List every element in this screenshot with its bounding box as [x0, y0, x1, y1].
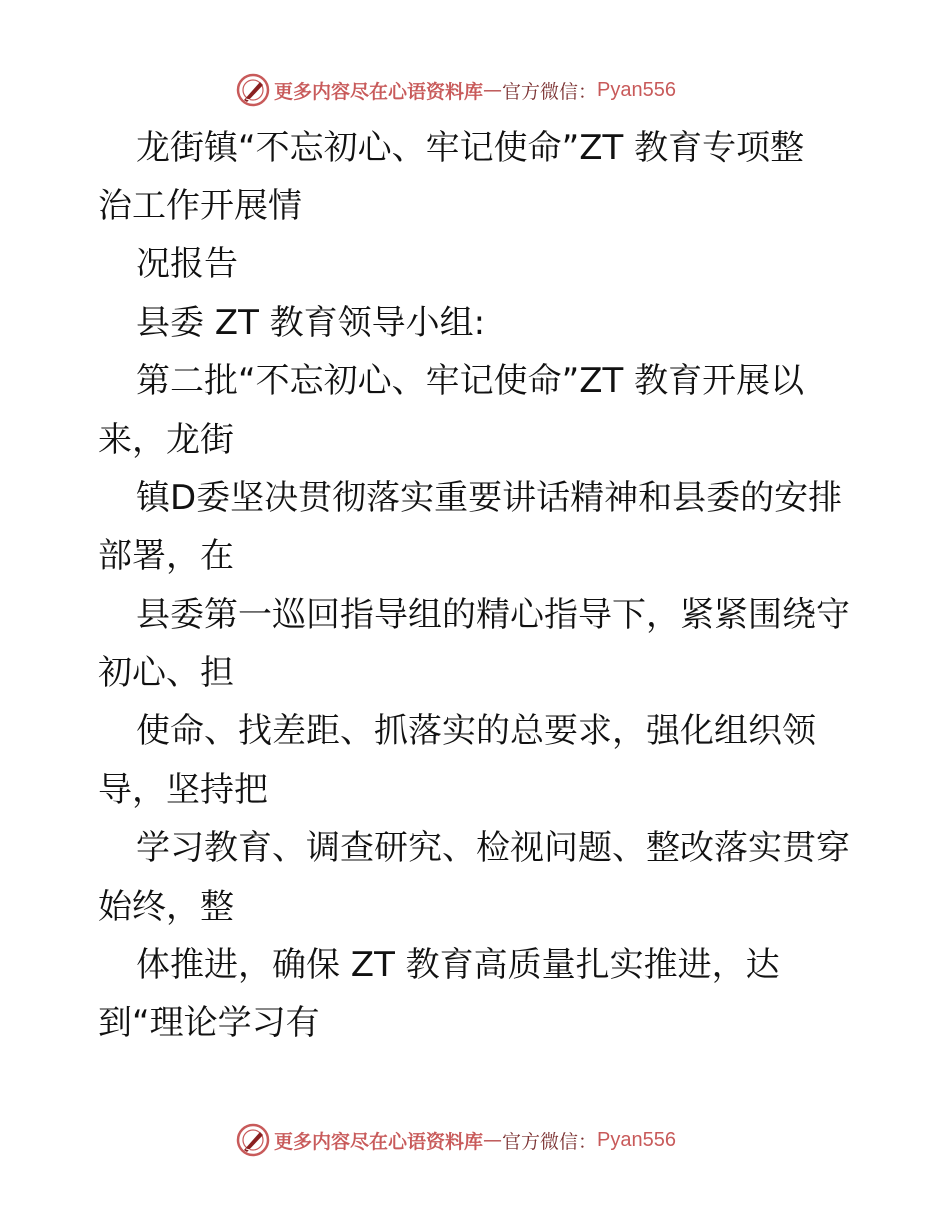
doc-line: 第二批“不忘初心、牢记使命”ZT 教育开展以 [136, 361, 805, 401]
doc-line: 使命、找差距、抓落实的总要求，强化组织领 [136, 711, 816, 751]
doc-line: 治工作开展情 [98, 186, 302, 226]
banner-official-label: 官方微信： [502, 80, 598, 103]
footer-banner [236, 1122, 716, 1158]
banner-dash: — [483, 79, 503, 101]
doc-line: 况报告 [136, 244, 238, 284]
doc-line: 龙街镇“不忘初心、牢记使命”ZT 教育专项整 [136, 128, 805, 168]
banner-site-text: 更多内容尽在心语资料库 [274, 1130, 484, 1153]
doc-line: 镇D委坚决贯彻落实重要讲话精神和县委的安排 [136, 478, 843, 518]
banner-dash: — [483, 1129, 503, 1151]
doc-line: 县委第一巡回指导组的精心指导下，紧紧围绕守 [136, 595, 850, 635]
banner-wechat-id: Pyan556 [597, 1128, 676, 1151]
doc-line: 学习教育、调查研究、检视问题、整改落实贯穿 [136, 828, 850, 868]
doc-line: 体推进，确保 ZT 教育高质量扎实推进，达 [136, 945, 780, 985]
doc-line: 县委 ZT 教育领导小组: [136, 303, 486, 343]
banner-wechat-id: Pyan556 [597, 78, 676, 101]
doc-line: 导，坚持把 [98, 770, 268, 810]
quill-logo-icon [236, 73, 270, 107]
doc-line: 到“理论学习有 [98, 1003, 320, 1043]
header-banner [236, 72, 716, 108]
doc-line: 部署，在 [98, 536, 234, 576]
doc-line: 始终，整 [98, 887, 234, 927]
banner-official-label: 官方微信： [502, 1130, 598, 1153]
banner-site-text: 更多内容尽在心语资料库 [274, 80, 484, 103]
quill-logo-icon [236, 1123, 270, 1157]
doc-line: 初心、担 [98, 653, 234, 693]
doc-line: 来，龙街 [98, 420, 234, 460]
